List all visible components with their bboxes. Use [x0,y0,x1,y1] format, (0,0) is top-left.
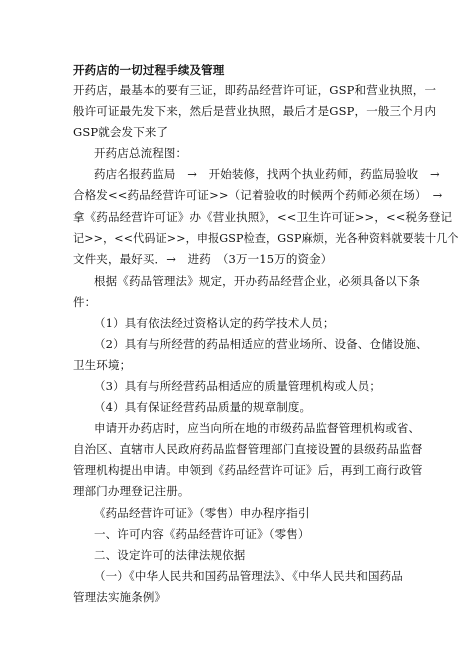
condition-4: （4）具有保证经营药品质量的规章制度。 [94,400,312,414]
condition-3: （3）具有与所经营药品相适应的质量管理机构或人员； [94,379,382,393]
law-intro-line-1: 根据《药品管理法》规定，开办药品经营企业，必须具备以下条 [94,274,421,288]
application-line-4: 理部门办理登记注册。 [73,484,190,498]
intro-line-3: GSP就会发下来了 [73,125,169,139]
flow-line-1: 药店名报药监局 → 开始装修，找两个执业药师，药监局验收 → [94,167,440,181]
section-2-heading: 二、设定许可的法律法规依据 [94,548,246,562]
flow-line-2: 合格发<<药品经营许可证>>（记着验收的时候两个药师必须在场） → [73,188,443,202]
intro-line-2: 般许可证最先发下来，然后是营业执照，最后才是GSP，一般三个月内 [73,104,437,118]
condition-2-cont: 卫生环境； [73,358,132,372]
condition-2: （2）具有与所经营的药品相适应的营业场所、设备、仓储设施、 [94,337,428,351]
flow-line-4: 记>>，<<代码证>>，申报GSP检查，GSP麻烦，光各种资料就要装十几个 [73,231,459,245]
intro-line-1: 开药店，最基本的要有三证，即药品经营许可证，GSP和营业执照，一 [73,83,437,97]
flow-line-5: 文件夹，最好买．→ 进药 （3万一15万的资金） [73,252,333,266]
application-line-2: 自治区、直辖市人民政府药品监督管理部门直接设置的县级药品监督 [73,442,423,456]
document-title: 开药店的一切过程手续及管理 [73,63,225,77]
flow-heading: 开药店总流程图： [94,146,188,160]
law-intro-line-2: 件： [73,295,97,309]
application-line-1: 申请开办药店时，应当向所在地的市级药品监督管理机构或省、 [94,421,421,435]
law-item-1-cont: 管理法实施条例》 [73,590,167,604]
condition-1: （1）具有依法经过资格认定的药学技术人员； [94,316,335,330]
section-1-heading: 一、许可内容《药品经营许可证》（零售） [94,527,310,541]
flow-line-3: 拿《药品经营许可证》办《营业执照》，<<卫生许可证>>，<<税务登记 [73,210,453,224]
application-line-3: 管理机构提出申请。申领到《药品经营许可证》后，再到工商行政管 [73,463,423,477]
law-item-1: （一）《中华人民共和国药品管理法》、《中华人民共和国药品 [94,569,403,583]
guide-title: 《药品经营许可证》（零售）申办程序指引 [94,506,310,520]
